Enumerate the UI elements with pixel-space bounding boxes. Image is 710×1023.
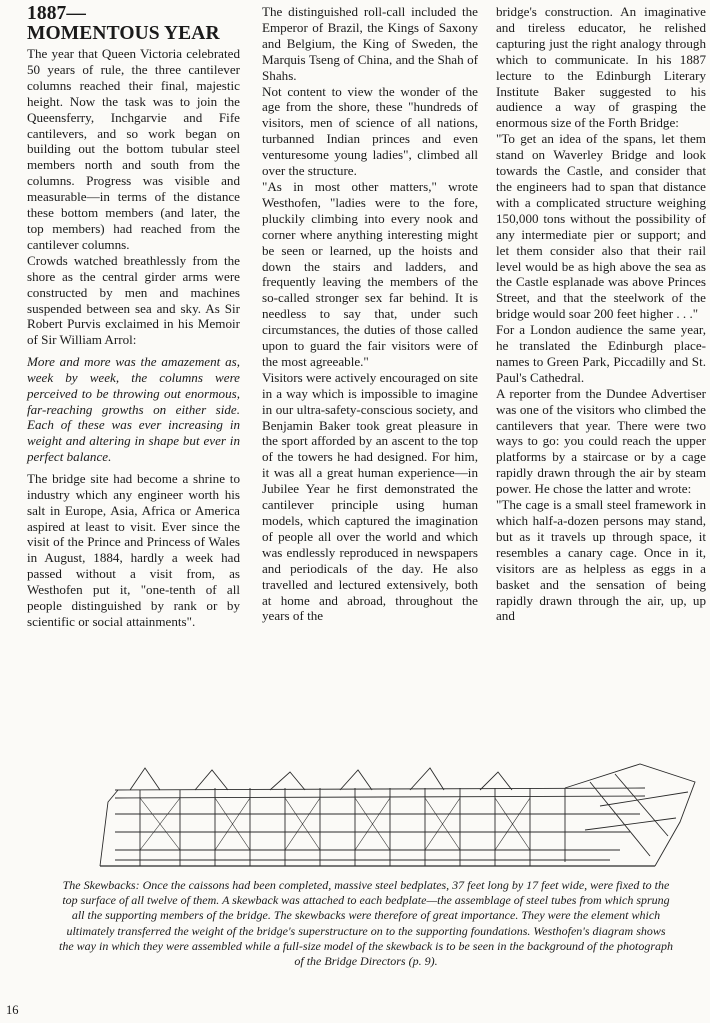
diagram-left-end	[100, 790, 118, 866]
col1-paragraph-2: Crowds watched breathlessly from the shore as the central girder arms were constructed by men and machines suspended between sea and sky. As Sir Robert Purvis exclaimed in his Memoir of Sir William Arrol:	[27, 252, 240, 348]
page-number: 16	[6, 1003, 19, 1017]
col3-paragraph-1: bridge's construction. An imaginative and tireless educator, he relished capturing just the right analogy through which to communicate. In his 1887 lecture to the Edinburgh Literary Institute Baker suggested to his audience a way of grasping the enormous size of the Forth Bridge:	[496, 4, 706, 131]
figure-caption: The Skewbacks: Once the caissons had been completed, massive steel bedplates, 37 feet long by 17 feet wide, were fixed to the top surface of all twelve of them. A skewback was attached to each bedplate—the assemblage of steel tubes from which sprung all the supporting members of the bridge. The skewbacks were therefore of great importance. They were the element which ultimately transferred the weight of the bridge's superstructure on to the supporting foundations. Westhofen's diagram shows the way in which they were assembled while a full-size model of the skewback is to be seen in the background of the photograph of the Bridge Directors (p. 9).	[59, 878, 673, 969]
col2-paragraph-3: "As in most other matters," wrote Westhofen, "ladies were to the fore, pluckily climbing into every nook and corner where anything interesting might be seen or learned, up the hoists and down the stairs and ladders, and frequently leaving the members of the so-called stronger sex far behind. It is needless to say that, under such circumstances, the duties of those called upon to guard the fair visitors were of the most agreeable."	[262, 178, 478, 369]
column-2	[262, 4, 478, 624]
diagram-bracing	[140, 798, 530, 850]
col2-paragraph-2: Not content to view the wonder of the age from the shore, these "hundreds of visitors, men of science of all nations, turbanned Indian princes and even venturesome young ladies", climbed all over the structure.	[262, 83, 478, 179]
col3-paragraph-4: A reporter from the Dundee Advertiser was one of the visitors who climbed the cantilevers that year. There were two ways to go: you could reach the upper platforms by a staircase or by a cage rapidly drawn through the air by steam power. He chose the latter and wrote:	[496, 385, 706, 497]
column-1	[27, 4, 240, 630]
diagram-top-spikes	[130, 768, 512, 790]
col3-paragraph-5: "The cage is a small steel framework in which half-a-dozen persons may stand, but as it travels up through space, it resembles a canary cage. Once in it, visitors are as helpless as eggs in a basket and the sensation of being rapidly drawn through the air, up, up and	[496, 497, 706, 624]
title-year: 1887—	[27, 3, 86, 24]
col2-paragraph-4: Visitors were actively encouraged on site in a way which is impossible to imagine in our ultra-safety-conscious society, and Benjamin Baker took great pleasure in the sport afforded by an ascent to the top of the towers he had designed. For him, it was all a great human experience—in Jubilee Year he first demonstrated the cantilever principle using human models, which captured the imagination of people all over the world and which was endlessly reproduced in newspapers and periodicals of the day. He also travelled and lectured extensively, both at home and abroad, throughout the years of the	[262, 369, 478, 624]
diagram-vertical-posts	[140, 788, 565, 866]
col3-paragraph-3: For a London audience the same year, he translated the Edinburgh place-names to Green Park, Piccadilly and St. Paul's Cathedral.	[496, 322, 706, 385]
col1-paragraph-1: The year that Queen Victoria celebrated 50 years of rule, the three cantilever columns reached their final, majestic height. Now the task was to join the Queensferry, Inchgarvie and Fife cantilevers, and so work began on building out the bottom tubular steel members north and south from the columns. Progress was visible and measurable—in terms of the distance these bottom members (and later, the top members) had reached from the cantilever columns.	[27, 46, 240, 252]
title-text: MOMENTOUS YEAR	[27, 23, 220, 44]
skewback-diagram	[0, 762, 710, 874]
col3-paragraph-2: "To get an idea of the spans, let them stand on Waverley Bridge and look towards the Castle, and consider that the engineers had to span that distance with a complicated structure weighing 150,000 tons without the possibility of any intermediate pier or support; and let them consider also that their rail level would be as high above the sea as the Castle esplanade was above Princes Street, and that the steelwork of the bridge would soar 200 feet higher . . ."	[496, 131, 706, 322]
col1-quote: More and more was the amazement as, week by week, the columns were perceived to be throwing out enormous, far-reaching growths on either side. Each of these was ever increasing in weight and altering in shape but ever in perfect balance.	[27, 354, 240, 464]
article-title	[27, 4, 240, 44]
column-3	[496, 4, 706, 624]
diagram-inclined-section	[565, 764, 695, 866]
col2-paragraph-1: The distinguished roll-call included the Emperor of Brazil, the Kings of Saxony and Belgium, the King of Sweden, the Marquis Tseng of China, and the Shah of Shahs.	[262, 4, 478, 83]
col1-paragraph-3: The bridge site had become a shrine to industry which any engineer worth his salt in Europe, Asia, Africa or America aspired at least to visit. Ever since the visit of the Prince and Princess of Wales in August, 1884, hardly a week had passed without a visit from, as Westhofen put it, "one-tenth of all people distinguished by rank or by scientific or social attainments".	[27, 470, 240, 629]
